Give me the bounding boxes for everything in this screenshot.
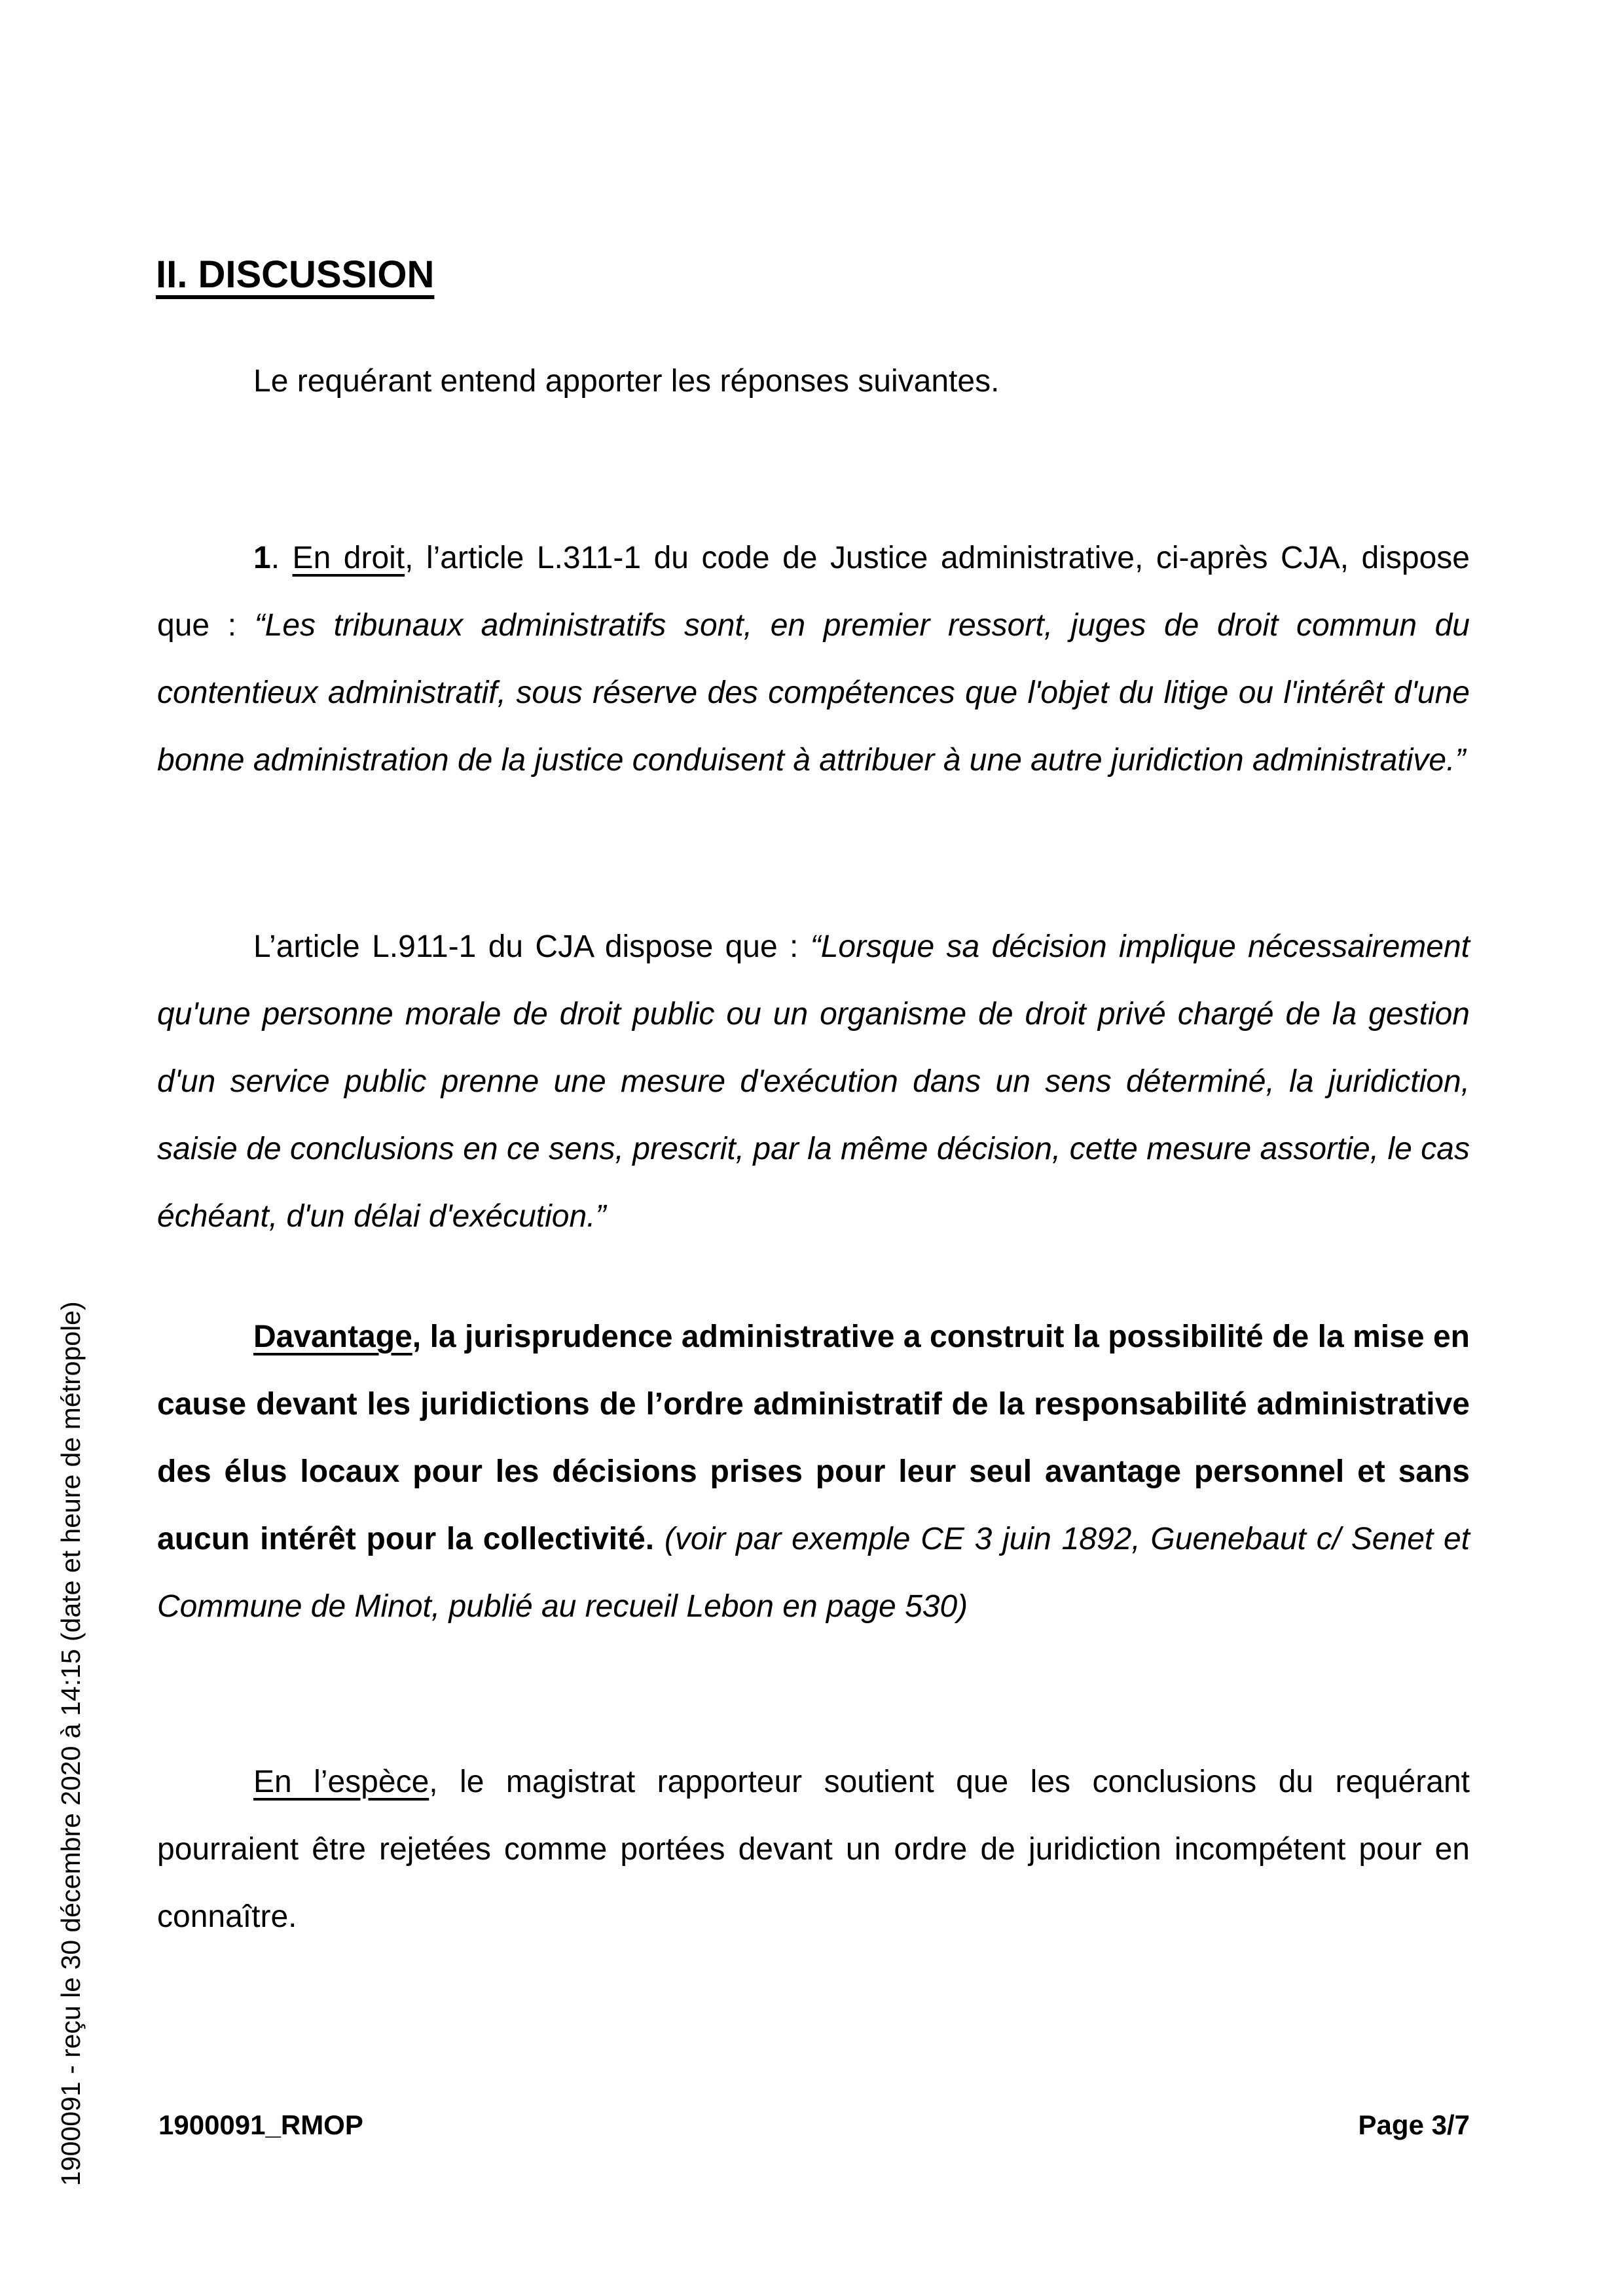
text-segment: L’article L.911-1 du CJA dispose que :: [253, 929, 811, 964]
text-segment: , le magistrat rapporteur soutient que les conclusions du requérant pourraient être rejetées comme portées devant un ordre de juridiction incompétent pour en connaître.: [157, 1765, 1470, 1934]
footer-document-id: 1900091_RMOP: [158, 2109, 363, 2140]
section-heading: II. DISCUSSION: [156, 253, 435, 296]
paragraph-article-l911: [157, 913, 1470, 1250]
text-segment: (voir par exemple CE 3 juin 1892, Guenebaut c/ Senet et Commune de Minot, publié au recueil Lebon en page 530): [157, 1522, 1470, 1624]
text-segment: “Les tribunaux administratifs sont, en premier ressort, juges de droit commun du contentieux administratif, sous réserve des compétences que l'objet du litige ou l'intérêt d'une bonne administration de la justice conduisent à attribuer à une autre juridiction administrative.”: [157, 608, 1470, 778]
text-segment: Le requérant entend apporter les réponses suivantes.: [253, 364, 1000, 399]
text-segment: , la jurisprudence administrative a construit la possibilité de la mise en cause devant les juridictions de l’ordre administratif de la responsabilité administrative des élus locaux pour les décisions prises pour leur seul avantage personnel et sans aucun intérêt pour la collectivité.: [157, 1319, 1470, 1556]
paragraph-en-espece: [157, 1748, 1470, 1950]
footer-page-number: Page 3/7: [1358, 2109, 1470, 2140]
sidebar-receipt-stamp: 1900091 - reçu le 30 décembre 2020 à 14:15 (date et heure de métropole): [56, 1301, 86, 2186]
text-segment: En l’espèce: [253, 1765, 429, 1799]
text-segment: En droit: [292, 541, 405, 575]
text-segment: , l’article L.311-1 du code de Justice administrative, ci-après CJA, dispose que :: [157, 541, 1470, 643]
text-segment: Davantage: [253, 1319, 412, 1354]
paragraph-article-l311: [157, 524, 1470, 794]
text-segment: “Lorsque sa décision implique nécessairement qu'une personne morale de droit public ou un organisme de droit privé chargé de la gestion d'un service public prenne une mesure d'exécution dans un sens déterminé, la juridiction, saisie de conclusions en ce sens, prescrit, par la même décision, cette mesure assortie, le cas échéant, d'un délai d'exécution.”: [157, 929, 1470, 1234]
text-segment: .: [270, 541, 293, 575]
paragraph-davantage: [157, 1303, 1470, 1640]
paragraph-intro: [157, 348, 1470, 415]
text-segment: 1: [253, 541, 271, 575]
